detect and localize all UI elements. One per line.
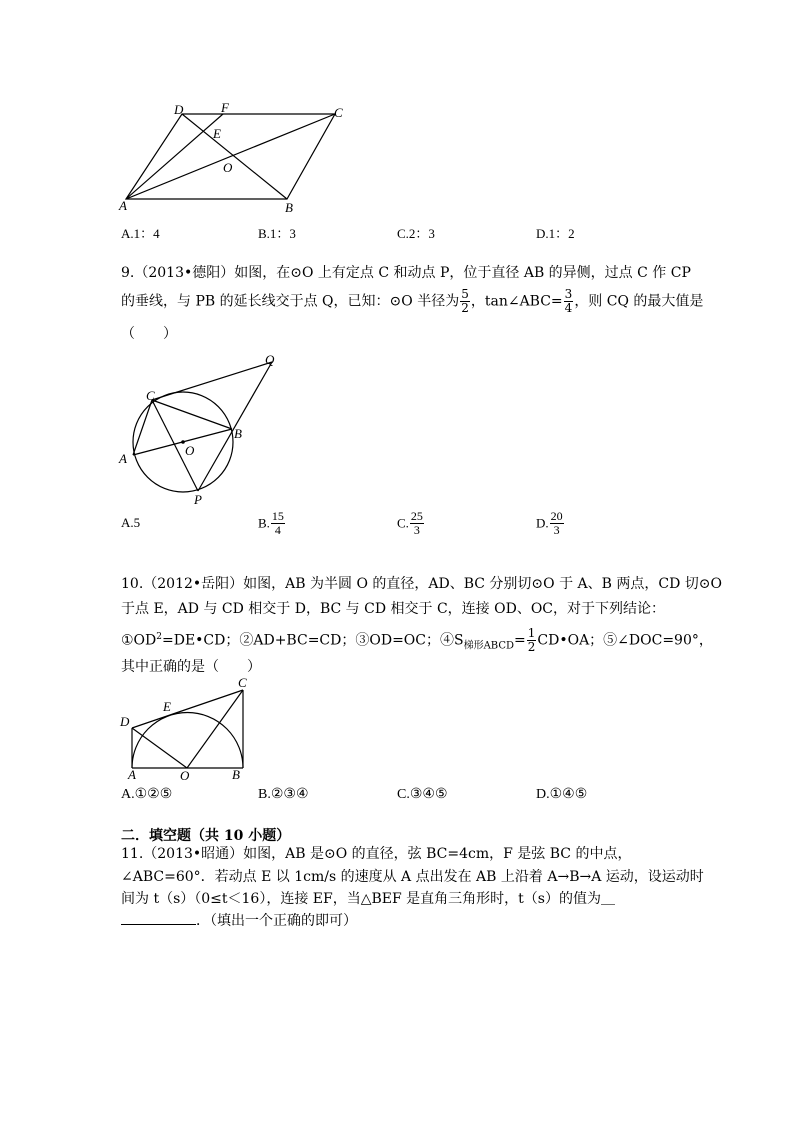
q10-figure [110, 680, 260, 780]
q8-figure [110, 96, 360, 221]
q8-option-d: D.1：2 [536, 226, 575, 241]
q8-label-d: D [174, 102, 184, 117]
q9-label-q: Q [265, 352, 275, 367]
q9-label-c: C [146, 388, 155, 403]
q8-label-f: F [221, 100, 229, 115]
q9-label-b: B [234, 426, 242, 441]
q10-label-c: C [238, 675, 247, 690]
q9-label-p: P [194, 492, 202, 507]
q9-line1: 9.（2013•德阳）如图，在⊙O 上有定点 C 和动点 P，位于直径 AB 的异侧，过点 C 作 CP [121, 265, 691, 281]
q9-label-o: O [185, 443, 195, 458]
q8-label-e: E [213, 126, 221, 141]
q10-option-d: D.①④⑤ [536, 787, 588, 802]
q9-label-a: A [119, 451, 127, 466]
q8-label-a: A [119, 198, 127, 213]
q10-option-c: C.③④⑤ [397, 787, 448, 802]
q11-line1: 11.（2013•昭通）如图，AB 是⊙O 的直径，弦 BC=4cm，F 是弦 BC 的中点， [121, 846, 632, 862]
q11-answer-blank[interactable] [121, 910, 196, 925]
q9-radius-fraction: $\frac{5}{2}$ [461, 287, 469, 315]
q9-line2-text-c: ，则 CQ 的最大值是 [574, 293, 704, 310]
q10-label-o: O [180, 768, 190, 783]
q9-line2-text-a: 的垂线，与 PB 的延长线交于点 Q，已知：⊙O 半径为 [121, 293, 460, 310]
q9-option-d: D. $\frac{20}{3}$ [536, 509, 563, 537]
q11-line2: ∠ABC=60°．若动点 E 以 1cm/s 的速度从 A 点出发在 AB 上沿着 A→B→A 运动，设运动时 [121, 869, 704, 885]
q11-line4: ．（填出一个正确的即可） [121, 910, 357, 932]
q10-option-a: A.①②⑤ [121, 787, 173, 802]
q9-line2-text-b: ，tan∠ABC= [470, 293, 563, 310]
q9-figure [110, 345, 310, 515]
q9-tan-fraction: $\frac{3}{4}$ [564, 287, 573, 315]
q8-option-b: B.1：3 [258, 226, 296, 241]
q11-line3: 间为 t（s）（0≤t＜16），连接 EF，当△BEF 是直角三角形时，t（s）的值为＿ [121, 891, 615, 907]
q10-label-a: A [128, 767, 136, 782]
q8-option-c: C.2：3 [397, 226, 435, 241]
q10-label-e: E [163, 699, 171, 714]
q9-line3: （ ） [121, 326, 177, 342]
q10-label-d: D [120, 714, 130, 729]
q10-line4: 其中正确的是（ ） [121, 659, 261, 675]
section-title: 二．填空题（共 10 小题） [121, 828, 291, 844]
q8-label-b: B [285, 200, 293, 215]
q9-option-b: B. $\frac{15}{4}$ [258, 509, 284, 537]
q9-option-a: A.5 [121, 515, 141, 530]
q10-option-b: B.②③④ [258, 787, 309, 802]
q10-line2: 于点 E，AD 与 CD 相交于 D，BC 与 CD 相交于 C，连接 OD、OC，对于下列结论： [121, 601, 666, 617]
q8-label-o: O [223, 160, 233, 175]
q10-line3: $①OD^2=DE•CD$；②AD+BC=CD；③OD=OC；$④S_{梯形ABCD}=$ $\frac{1}{2}$ CD•OA；⑤∠DOC=90°， [121, 626, 713, 655]
q8-option-a: A.1：4 [121, 226, 160, 241]
q9-option-c: C. $\frac{25}{3}$ [397, 509, 423, 537]
q8-label-c: C [334, 105, 343, 120]
q9-line2 [121, 288, 703, 315]
q10-label-b: B [232, 767, 240, 782]
q10-line1: 10.（2012•岳阳）如图，AB 为半圆 O 的直径，AD、BC 分别切⊙O 于 A、B 两点，CD 切⊙O [121, 576, 722, 592]
